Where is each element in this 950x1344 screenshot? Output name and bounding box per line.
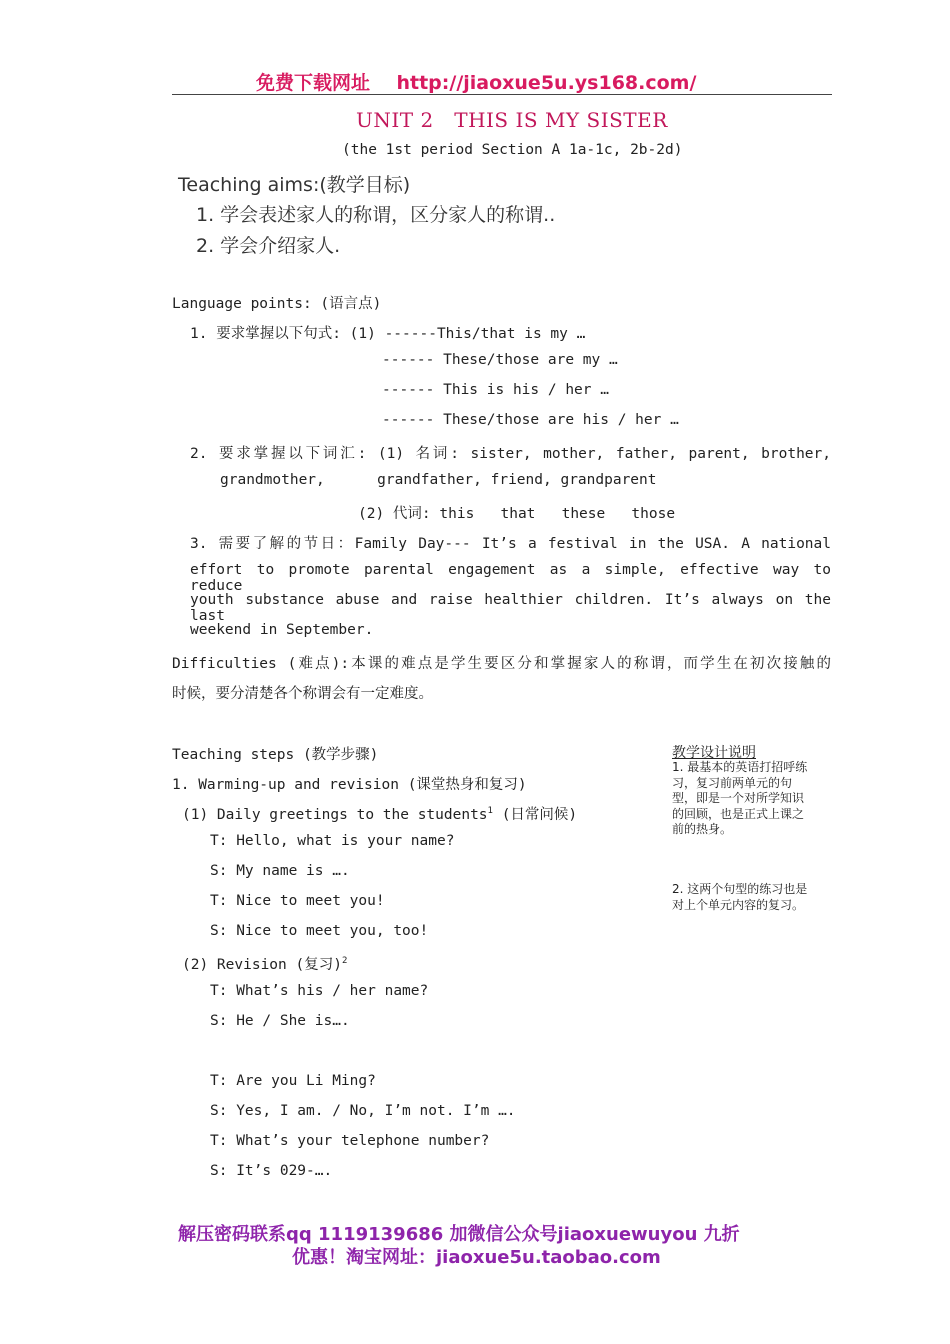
sub-step-1 [182,803,577,824]
language-point-3-text: effort to promote parental engagement as a simple, effective way to reduce [190,562,831,594]
language-points-heading: Language points: (语言点) [172,296,382,312]
language-point-1-line: ------ These/those are his / her … [382,412,679,428]
sub-step-2-text: (2) Revision (复习) [182,957,342,973]
language-point-1-line: ------ These/those are my … [382,352,618,368]
dialog-line: T: Are you Li Ming? [210,1073,376,1089]
header-link[interactable] [256,68,696,95]
dialog-line: S: Yes, I am. / No, I’m not. I’m …. [210,1103,516,1119]
dialog-line: T: What’s his / her name? [210,983,429,999]
dialog-line: T: Nice to meet you! [210,893,385,909]
language-point-1-line: ------ This is his / her … [382,382,609,398]
language-point-3-text: youth substance abuse and raise healthier children. It’s always on the last [190,592,831,624]
design-note-2: 2. 这两个句型的练习也是对上个单元内容的复习。 [672,882,808,912]
sub-step-1-text: (1) Daily greetings to the students [182,807,488,823]
language-point-2: 2. 要求掌握以下词汇: (1) 名词: sister, mother, father, parent, brother, [190,446,831,462]
footnote-ref: 1 [487,806,493,817]
language-point-3: 3. 需要了解的节日：Family Day--- It’s a festival in the USA. A national [190,536,831,552]
design-note-1: 1. 最基本的英语打招呼练习，复习前两单元的句型，即是一个对所学知识的回顾，也是正式上课之前的热身。 [672,760,808,836]
header-rule [172,94,832,95]
header-site-label: 免费下载网址 [256,72,371,94]
dialog-line: T: What’s your telephone number? [210,1133,490,1149]
step-1-heading: 1. Warming-up and revision (课堂热身和复习) [172,777,527,793]
dialog-line: S: Nice to meet you, too! [210,923,429,939]
footer-line-2: 优惠！淘宝网址：jiaoxue5u.taobao.com [292,1247,661,1268]
design-notes-heading: 教学设计说明 [672,745,756,761]
teaching-steps-heading: Teaching steps (教学步骤) [172,747,379,763]
footer-line-1: 解压密码联系qq 1119139686 加微信公众号jiaoxuewuyou 九折 [178,1224,740,1245]
teaching-aims-heading: Teaching aims:(教学目标) [178,174,411,196]
footnote-ref: 2 [341,956,348,967]
header-site-url[interactable]: http://jiaoxue5u.ys168.com/ [396,72,697,94]
language-point-2-vocab: grandmother, grandfather, friend, grandparent [220,472,657,488]
teaching-aim-2: 2. 学会介绍家人. [196,235,341,257]
difficulties-text: Difficulties (难点):本课的难点是学生要区分和掌握家人的称谓，而学生在初次接触的 [172,656,831,672]
page-title: UNIT 2 THIS IS MY SISTER [356,108,668,132]
page-subtitle: (the 1st period Section A 1a-1c, 2b-2d) [342,142,683,158]
language-point-2-pronouns: (2) 代词: this that these those [358,506,676,522]
sub-step-1-cn: (日常问候) [492,807,578,823]
dialog-line: T: Hello, what is your name? [210,833,455,849]
difficulties-text: 时候，要分清楚各个称谓会有一定难度。 [172,686,433,702]
language-point-3-text: weekend in September. [190,622,374,638]
dialog-line: S: My name is …. [210,863,350,879]
dialog-line: S: He / She is…. [210,1013,350,1029]
language-point-1: 1. 要求掌握以下句式: (1) ------This/that is my … [190,326,586,342]
teaching-aim-1: 1. 学会表述家人的称谓，区分家人的称谓.. [196,204,556,226]
sub-step-2 [182,953,347,974]
dialog-line: S: It’s 029-…. [210,1163,333,1179]
